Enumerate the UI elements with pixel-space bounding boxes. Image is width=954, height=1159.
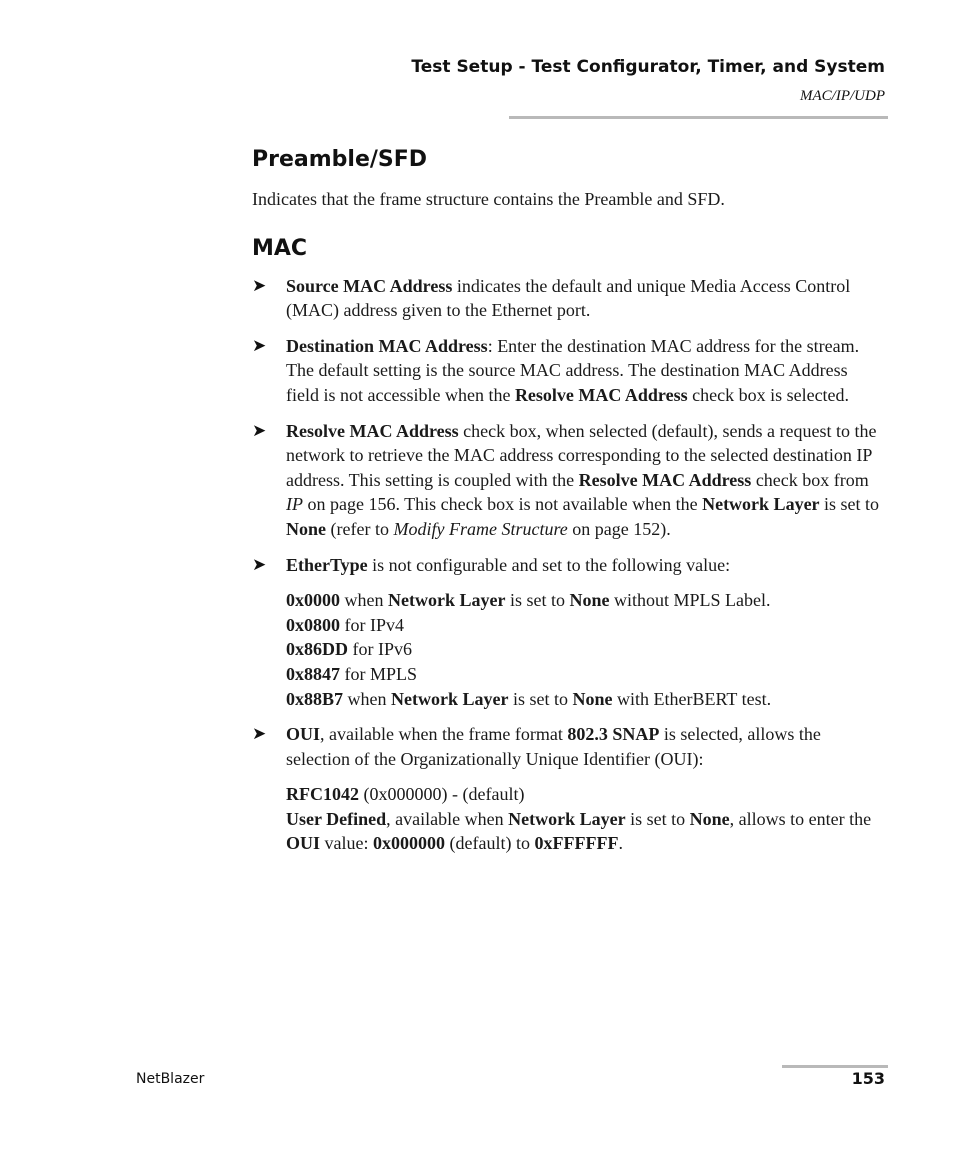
ethertype-value-row: 0x0800 for IPv4	[286, 614, 404, 635]
oui-values	[286, 782, 884, 856]
arrowhead-right-icon: ➤	[252, 724, 267, 745]
mac-bullet-list	[252, 274, 884, 856]
list-item-oui: ➤ OUI, available when the frame format 802.3 SNAP is selected, allows the selection of the Organizationally Unique Identifier (OUI): RFC1042 (0x000000) - (default) User Defined, available when Network Layer is set to None, allows to enter the OUI value: 0x000000 (default) to 0xFFFFFF.	[252, 722, 884, 856]
cross-reference-ip-link[interactable]: IP	[286, 494, 303, 515]
arrowhead-right-icon: ➤	[252, 335, 267, 356]
oui-value-rfc1042: RFC1042 (0x000000) - (default)	[286, 784, 525, 805]
list-item-source-mac: ➤ Source MAC Address indicates the default and unique Media Access Control (MAC) address given to the Ethernet port.	[252, 275, 851, 321]
arrowhead-right-icon: ➤	[252, 275, 267, 296]
running-header-subtitle: MAC/IP/UDP	[800, 88, 885, 104]
page-body	[252, 145, 884, 867]
preamble-description: Indicates that the frame structure contains the Preamble and SFD.	[252, 189, 725, 209]
arrowhead-right-icon: ➤	[252, 420, 267, 441]
list-item-resolve-mac: ➤ Resolve MAC Address check box, when selected (default), sends a request to the network to retrieve the MAC address corresponding to the selected destination IP address. This setting is coupled with the Resolve MAC Address check box from IP on page 156. This check box is not available when the Network Layer is set to None (refer to Modify Frame Structure on page 152).	[252, 420, 880, 539]
running-header-title: Test Setup - Test Configurator, Timer, and System	[411, 57, 885, 77]
ethertype-values	[286, 588, 884, 711]
footer-divider	[782, 1065, 888, 1068]
list-item-ethertype: ➤ EtherType is not configurable and set to the following value: 0x0000 when Network Layer is set to None without MPLS Label. 0x0800 for IPv4 0x86DD for IPv6 0x8847 for MPLS 0x88B7 when Network Layer is set to None with EtherBERT test.	[252, 553, 884, 712]
section-heading-preamble: Preamble/SFD	[252, 147, 428, 172]
header-divider	[509, 116, 888, 119]
ethertype-value-row: 0x8847 for MPLS	[286, 663, 418, 684]
arrowhead-right-icon: ➤	[252, 554, 267, 575]
oui-value-user-defined: User Defined, available when Network Layer is set to None, allows to enter the OUI value: 0x000000 (default) to 0xFFFFFF.	[286, 808, 872, 854]
ethertype-value-row: 0x86DD for IPv6	[286, 639, 412, 660]
list-item-destination-mac: ➤ Destination MAC Address: Enter the destination MAC address for the stream. The default setting is the source MAC address. The destination MAC Address field is not accessible when the Resolve MAC Address check box is selected.	[252, 335, 860, 405]
page-number: 153	[851, 1069, 885, 1088]
ethertype-value-row: 0x0000 when Network Layer is set to None without MPLS Label.	[286, 590, 771, 611]
section-heading-mac: MAC	[252, 235, 308, 261]
ethertype-value-row: 0x88B7 when Network Layer is set to None with EtherBERT test.	[286, 688, 772, 709]
cross-reference-modify-frame-link[interactable]: Modify Frame Structure	[393, 518, 568, 539]
footer-product-name: NetBlazer	[136, 1071, 205, 1087]
